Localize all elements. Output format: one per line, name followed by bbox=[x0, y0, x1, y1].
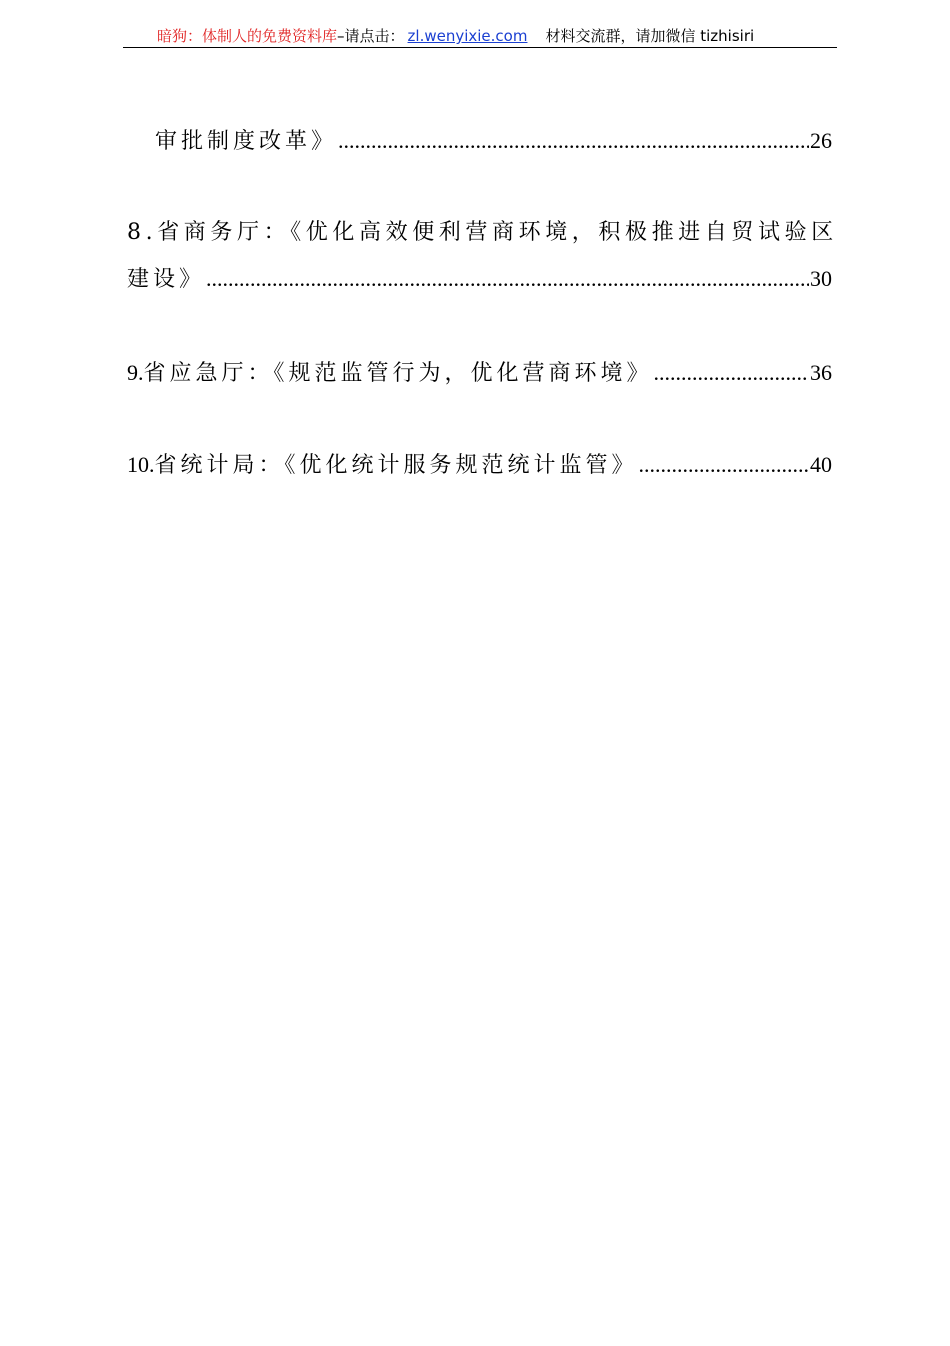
toc-leader-dots bbox=[206, 256, 809, 302]
toc-entry-continued[interactable] bbox=[127, 118, 832, 164]
toc-entry-line-2 bbox=[127, 256, 832, 302]
header-text bbox=[157, 25, 754, 46]
toc-leader-dots bbox=[654, 350, 809, 396]
toc-entry-9[interactable] bbox=[127, 350, 832, 396]
toc-page-number: 26 bbox=[810, 128, 832, 153]
toc-entry-title-part2: 建设》 bbox=[127, 267, 206, 292]
toc-entry-number: 10. bbox=[127, 452, 155, 477]
toc-entry-title: 审批制度改革》 bbox=[155, 129, 338, 154]
toc-entry-line bbox=[155, 118, 832, 164]
toc-leader-dots bbox=[639, 442, 809, 488]
toc-entry-title: 省应急厅：《规范监管行为，优化营商环境》 bbox=[143, 361, 653, 386]
header-brand-text: 暗狗：体制人的免费资料库 bbox=[157, 27, 338, 45]
toc-entry-title-part1: 省商务厅：《优化高效便利营商环境，积极推进自贸试验区 bbox=[157, 220, 838, 245]
header-contact-text: 材料交流群，请加微信 tizhisiri bbox=[545, 27, 755, 45]
toc-page-number: 30 bbox=[810, 266, 832, 291]
toc-entry-line-1 bbox=[127, 210, 838, 256]
toc-entry-8[interactable] bbox=[127, 210, 838, 302]
page-header bbox=[123, 24, 837, 48]
header-site-link[interactable]: zl.wenyixie.com bbox=[407, 27, 528, 45]
header-prompt-text: –请点击： bbox=[337, 27, 405, 45]
toc-page-number: 40 bbox=[810, 452, 832, 477]
toc-entry-number: 8. bbox=[127, 220, 158, 245]
toc-entry-line bbox=[127, 442, 832, 488]
toc-entry-number: 9. bbox=[127, 360, 144, 385]
toc-entry-label bbox=[127, 350, 653, 397]
toc-entry-10[interactable] bbox=[127, 442, 832, 488]
toc-page-number: 36 bbox=[810, 360, 832, 385]
toc-entry-label bbox=[127, 442, 638, 489]
toc-entry-title: 省统计局：《优化统计服务规范统计监管》 bbox=[154, 453, 638, 478]
toc-leader-dots bbox=[338, 118, 809, 164]
toc-entry-line bbox=[127, 350, 832, 396]
